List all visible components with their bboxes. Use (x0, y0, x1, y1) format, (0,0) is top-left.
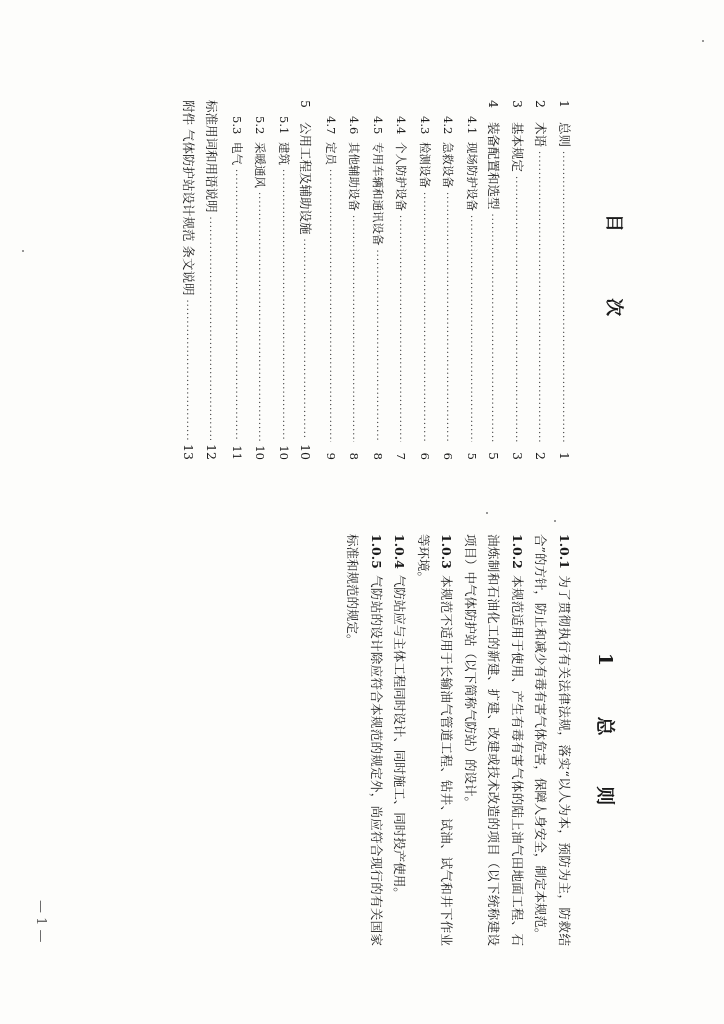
toc-entry-title: 定员 (324, 142, 338, 165)
scan-speck (486, 512, 488, 514)
toc-entry-title: 基本规定 (510, 122, 525, 173)
toc-entry-title: 个人防护设备 (394, 142, 409, 211)
clause (341, 534, 388, 946)
toc-leader-dots (254, 192, 265, 441)
toc-entry-page: 5 (465, 452, 479, 460)
toc-entry (504, 100, 528, 460)
toc-entry (316, 100, 340, 460)
toc-leader-dots (442, 192, 453, 442)
toc-entry-number: 4.5 (371, 116, 385, 135)
clause (529, 534, 576, 946)
toc-leader-dots (299, 239, 310, 441)
toc-list (175, 100, 575, 460)
chapter-heading: 1 总 则 (594, 652, 616, 828)
toc-entry-page: 12 (204, 444, 220, 460)
toc-entry-number: 1 (557, 100, 572, 108)
scan-speck (554, 520, 556, 522)
toc-entry (410, 100, 434, 460)
table-of-contents-page (0, 80, 724, 480)
clause-number: 1.0.1 (557, 534, 572, 569)
toc-leader-dots (465, 215, 476, 442)
toc-entry (245, 100, 269, 460)
toc-entry-page: 8 (347, 452, 362, 460)
toc-entry-page: 3 (510, 452, 525, 460)
toc-leader-dots (324, 169, 335, 442)
scan-speck (22, 250, 24, 252)
clause-number: 1.0.3 (439, 534, 455, 569)
clause (459, 534, 530, 946)
toc-leader-dots (205, 217, 216, 441)
toc-entry-page: 9 (324, 452, 338, 460)
toc-entry-page: 11 (230, 445, 244, 460)
clause-number: 1.0.5 (369, 534, 384, 569)
toc-entry-page: 6 (441, 452, 456, 460)
toc-entry-page: 1 (557, 452, 572, 460)
clause-number: 1.0.4 (392, 534, 408, 569)
toc-entry-title: 术语 (533, 122, 549, 148)
toc-entry (175, 100, 199, 460)
toc-leader-dots (557, 151, 568, 442)
toc-entry-title: 附件 气体防护站设计规范 条文说明 (181, 100, 196, 296)
toc-entry (363, 100, 387, 460)
toc-entry (198, 100, 222, 460)
toc-entry-page: 5 (486, 452, 502, 460)
toc-entry-number: 2 (533, 100, 549, 108)
toc-leader-dots (277, 169, 288, 441)
toc-leader-dots (348, 215, 359, 442)
toc-leader-dots (395, 215, 406, 442)
toc-entry-page: 8 (371, 452, 385, 460)
page-number: — 1 — (33, 900, 48, 943)
chapter-page (0, 520, 724, 960)
toc-entry-number: 4.7 (324, 116, 338, 135)
clause-text: 气防站的设计除应符合本规范的规定外，尚应符合现行的有关国家标准和规范的规定。 (345, 534, 384, 946)
toc-title: 目 次 (603, 213, 624, 347)
toc-entry-page: 7 (394, 452, 409, 460)
toc-entry-title: 电气 (230, 142, 244, 165)
clause-text: 为了贯彻执行有关法律法规，落实“以人为本，预防为主，防救结合”的方针，防止和减少有毒有害气体危害，保障人身安全，制定本规范。 (533, 534, 572, 946)
scan-speck (702, 40, 704, 42)
toc-entry-number: 5.3 (230, 116, 244, 135)
clause-text: 本规范不适用于长输油气管道工程、钻井、试油、试气和井下作业等环境。 (416, 534, 455, 946)
clause-number: 1.0.2 (510, 534, 525, 569)
toc-entry-page: 10 (277, 445, 291, 460)
toc-entry (457, 100, 481, 460)
toc-entry (222, 100, 246, 460)
clause (412, 534, 459, 946)
clause-text: 气防站应与主体工程同时设计、同时施工、同时投产使用。 (392, 574, 408, 900)
toc-entry (292, 100, 316, 460)
toc-leader-dots (534, 151, 545, 442)
toc-entry-number: 4.6 (347, 116, 362, 135)
toc-leader-dots (487, 214, 498, 442)
toc-entry (433, 100, 457, 460)
toc-entry-title: 检测设备 (418, 142, 432, 188)
toc-entry-title: 现场防护设备 (465, 142, 479, 211)
toc-entry-number: 5.1 (277, 116, 291, 135)
toc-entry-title: 专用车辆和通讯设备 (371, 142, 385, 246)
toc-entry-page: 13 (181, 444, 196, 460)
toc-entry (269, 100, 293, 460)
toc-entry-title: 总则 (557, 122, 572, 148)
toc-entry (339, 100, 363, 460)
toc-entry-number: 5 (298, 100, 314, 108)
toc-entry-number: 4.2 (441, 116, 456, 135)
toc-entry (527, 100, 551, 460)
toc-leader-dots (418, 192, 429, 442)
toc-entry-page: 10 (253, 445, 268, 460)
toc-entry-number: 4 (486, 100, 502, 108)
clause-list (341, 534, 576, 946)
toc-entry-title: 急救设备 (441, 142, 456, 188)
toc-entry-title: 装备配置和选型 (486, 122, 502, 210)
toc-entry-page: 6 (418, 452, 432, 460)
toc-entry-number: 3 (510, 100, 525, 108)
toc-entry-title: 公用工程及辅助设施 (298, 122, 314, 235)
toc-entry-number: 5.2 (253, 116, 268, 135)
clause (388, 534, 412, 946)
toc-leader-dots (230, 169, 241, 441)
toc-entry-page: 10 (298, 444, 314, 460)
toc-entry-title: 标准用词和用语说明 (204, 100, 220, 213)
toc-leader-dots (181, 299, 192, 440)
toc-leader-dots (510, 176, 521, 442)
toc-entry-title: 其他辅助设备 (347, 142, 362, 211)
toc-leader-dots (371, 250, 382, 443)
toc-entry-number: 4.3 (418, 116, 432, 135)
toc-entry-page: 2 (533, 452, 549, 460)
toc-entry-number: 4.4 (394, 116, 409, 135)
toc-entry-title: 建筑 (277, 142, 291, 165)
toc-entry-number: 4.1 (465, 116, 479, 135)
toc-entry-title: 采暖通风 (253, 142, 268, 188)
toc-entry (480, 100, 504, 460)
clause-text: 本规范适用于使用、产生有毒有害气体的陆上油气田地面工程、石油炼制和石油化工的新建、扩建、改建或技术改造的项目（以下统称建设项目）中气体防护站（以下简称气防站）的设计。 (463, 534, 525, 946)
toc-entry (386, 100, 410, 460)
toc-entry (551, 100, 575, 460)
